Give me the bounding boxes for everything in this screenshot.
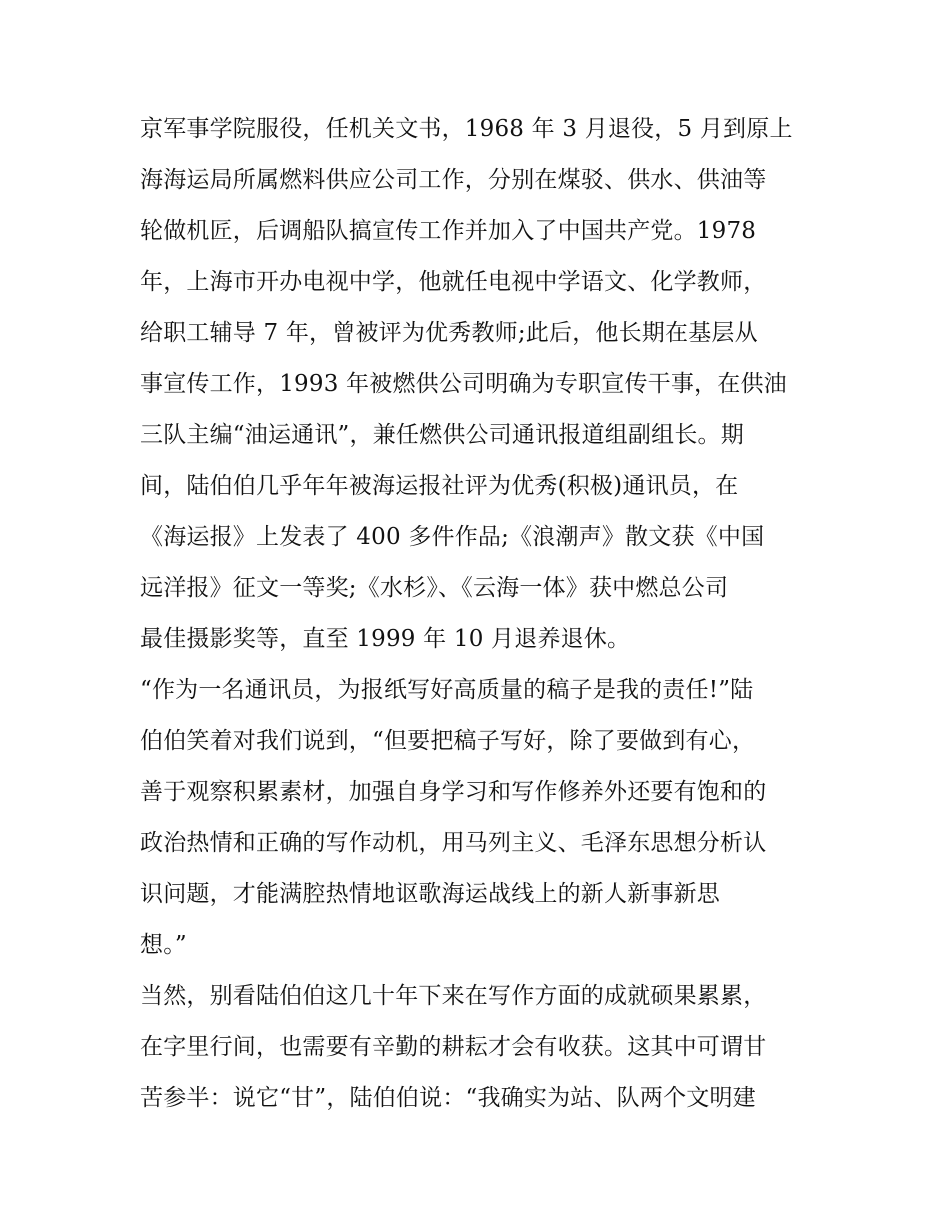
- text-line: 三队主编“油运通讯”，兼任燃供公司通讯报道组副组长。期: [140, 422, 744, 448]
- text-line: 事宣传工作，1993 年被燃供公司明确为专职宣传干事，在供油: [140, 371, 787, 397]
- text-line: 想。”: [140, 932, 187, 958]
- text-line: 在字里行间，也需要有辛勤的耕耘才会有收获。这其中可谓甘: [140, 1034, 767, 1060]
- text-line: 政治热情和正确的写作动机，用马列主义、毛泽东思想分析认: [140, 830, 767, 856]
- text-line: 善于观察积累素材，加强自身学习和写作修养外还要有饱和的: [140, 779, 767, 805]
- text-line: 苦参半：说它“甘”，陆伯伯说：“我确实为站、队两个文明建: [140, 1085, 756, 1111]
- text-line: 给职工辅导 7 年，曾被评为优秀教师;此后，他长期在基层从: [140, 320, 758, 346]
- text-line: 间，陆伯伯几乎年年被海运报社评为优秀(积极)通讯员，在: [140, 473, 739, 499]
- text-line: 远洋报》征文一等奖;《水杉》、《云海一体》获中燃总公司: [140, 575, 729, 601]
- text-line: 海海运局所属燃料供应公司工作，分别在煤驳、供水、供油等: [140, 167, 767, 193]
- text-line: 伯伯笑着对我们说到，“但要把稿子写好，除了要做到有心，: [140, 728, 756, 754]
- text-line: 京军事学院服役，任机关文书，1968 年 3 月退役，5 月到原上: [140, 116, 793, 142]
- text-line: 轮做机匠，后调船队搞宣传工作并加入了中国共产党。1978: [140, 218, 757, 244]
- text-line: “作为一名通讯员，为报纸写好高质量的稿子是我的责任!”陆: [140, 677, 754, 703]
- text-line: 识问题，才能满腔热情地讴歌海运战线上的新人新事新思: [140, 881, 720, 907]
- text-line: 最佳摄影奖等，直至 1999 年 10 月退养退休。: [140, 626, 631, 652]
- text-line: 年，上海市开办电视中学，他就任电视中学语文、化学教师，: [140, 269, 767, 295]
- text-line: 《海运报》上发表了 400 多件作品;《浪潮声》散文获《中国: [140, 524, 765, 550]
- text-line: 当然，别看陆伯伯这几十年下来在写作方面的成就硕果累累，: [140, 983, 767, 1009]
